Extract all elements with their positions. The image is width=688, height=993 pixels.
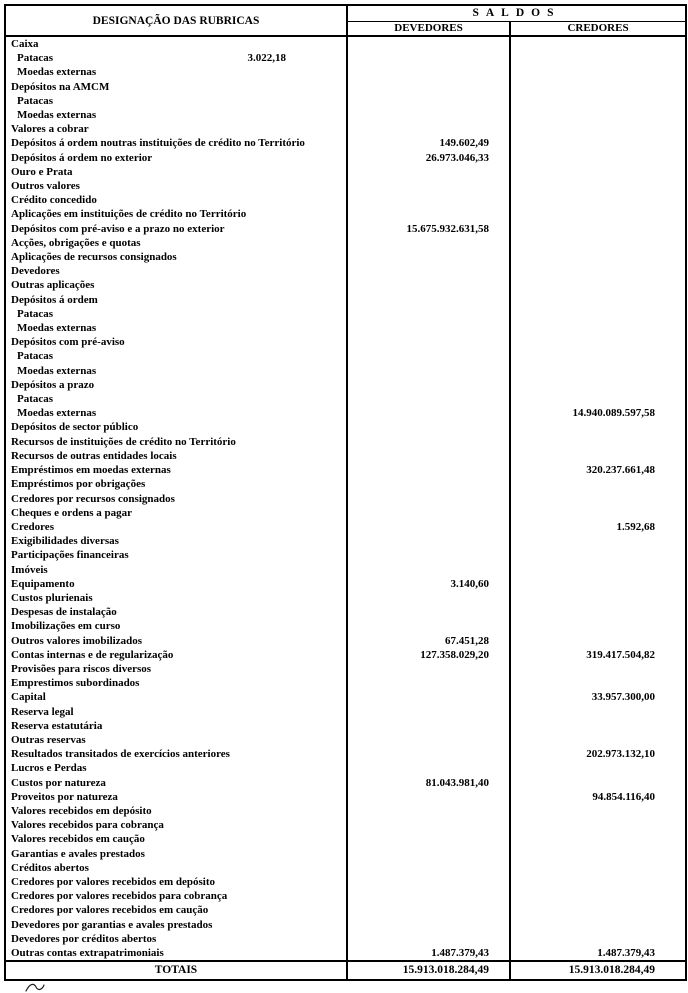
table-row: [5, 577, 686, 591]
devedores-cell: [347, 946, 510, 961]
table-row: [5, 591, 686, 605]
table-row: [5, 165, 686, 179]
table-row: [5, 548, 686, 562]
credores-cell: [510, 136, 686, 150]
credores-cell: [510, 591, 686, 605]
rubrica-label: Outras aplicações: [5, 278, 347, 292]
rubrica-label: Provisões para riscos diversos: [5, 662, 347, 676]
credores-cell: [510, 747, 686, 761]
devedores-cell: [347, 705, 510, 719]
credores-cell: [510, 832, 686, 846]
credores-cell: [510, 946, 686, 961]
credores-cell: [510, 634, 686, 648]
devedores-cell: [347, 804, 510, 818]
table-row: [5, 264, 686, 278]
credores-cell: [510, 165, 686, 179]
devedores-cell: [347, 335, 510, 349]
rubrica-label: Depósitos de sector público: [5, 420, 347, 434]
credores-cell: [510, 222, 686, 236]
balance-table: [4, 4, 687, 981]
totals-devedores-value: 15.913.018.284,49: [347, 961, 510, 980]
table-row: [5, 619, 686, 633]
devedores-cell: [347, 861, 510, 875]
saldos-header: SALDOS: [347, 5, 686, 21]
devedores-cell: [347, 250, 510, 264]
rubrica-label: Custos por natureza: [5, 776, 347, 790]
devedores-value: 127.358.029,20: [420, 648, 489, 661]
table-row: [5, 690, 686, 704]
devedores-value: 81.043.981,40: [425, 776, 489, 789]
rubrica-label: Credores por valores recebidos em depósito: [5, 875, 347, 889]
table-row: [5, 51, 686, 65]
devedores-cell: [347, 506, 510, 520]
credores-cell: [510, 335, 686, 349]
rubrica-label: Despesas de instalação: [5, 605, 347, 619]
rubrica-label: Credores: [5, 520, 347, 534]
table-row: [5, 506, 686, 520]
credores-cell: [510, 804, 686, 818]
devedores-cell: [347, 278, 510, 292]
table-row: [5, 563, 686, 577]
devedores-cell: [347, 875, 510, 889]
table-row: [5, 676, 686, 690]
credores-column-header: CREDORES: [510, 21, 686, 36]
devedores-value: 1.487.379,43: [431, 947, 489, 959]
devedores-cell: [347, 605, 510, 619]
rubrica-label: Outras reservas: [5, 733, 347, 747]
devedores-cell: [347, 108, 510, 122]
credores-cell: [510, 648, 686, 662]
devedores-cell: [347, 662, 510, 676]
devedores-cell: [347, 94, 510, 108]
credores-cell: [510, 605, 686, 619]
credores-value: 320.237.661,48: [586, 464, 655, 477]
table-row: [5, 946, 686, 961]
devedores-cell: [347, 591, 510, 605]
devedores-cell: [347, 918, 510, 932]
devedores-cell: [347, 719, 510, 733]
devedores-cell: [347, 634, 510, 648]
rubrica-label: Outros valores: [5, 179, 347, 193]
devedores-cell: [347, 563, 510, 577]
rubrica-label: Custos plurienais: [5, 591, 347, 605]
table-row: [5, 250, 686, 264]
table-row: [5, 108, 686, 122]
table-row: [5, 392, 686, 406]
table-row: [5, 293, 686, 307]
table-header: [5, 5, 686, 36]
credores-cell: [510, 492, 686, 506]
totals-credores-value: 15.913.018.284,49: [510, 961, 686, 980]
table-row: [5, 747, 686, 761]
devedores-cell: [347, 903, 510, 917]
devedores-cell: [347, 492, 510, 506]
table-row: [5, 790, 686, 804]
credores-value: 94.854.116,40: [592, 790, 655, 803]
rubrica-label: Imobilizações em curso: [5, 619, 347, 633]
rubrica-label: Capital: [5, 690, 347, 704]
credores-cell: [510, 392, 686, 406]
credores-value: 33.957.300,00: [591, 691, 655, 704]
table-row: [5, 648, 686, 662]
devedores-cell: [347, 406, 510, 420]
credores-cell: [510, 577, 686, 591]
table-body: [5, 36, 686, 961]
table-row: [5, 349, 686, 363]
rubrica-label: Valores recebidos em depósito: [5, 804, 347, 818]
rubrica-label: Depósitos á ordem noutras instituições de crédito no Território: [5, 136, 347, 150]
devedores-cell: [347, 378, 510, 392]
credores-cell: [510, 477, 686, 491]
credores-cell: [510, 662, 686, 676]
credores-cell: [510, 364, 686, 378]
credores-cell: [510, 207, 686, 221]
credores-cell: [510, 108, 686, 122]
rubrica-label: Cheques e ordens a pagar: [5, 506, 347, 520]
devedores-cell: [347, 349, 510, 363]
table-row: [5, 122, 686, 136]
credores-cell: [510, 151, 686, 165]
table-row: [5, 705, 686, 719]
devedores-value: 15.675.932.631,58: [406, 222, 489, 235]
table-row: [5, 605, 686, 619]
rubrica-label: Devedores: [5, 264, 347, 278]
devedores-cell: [347, 520, 510, 534]
devedores-cell: [347, 321, 510, 335]
table-row: [5, 733, 686, 747]
rubrica-label: Patacas: [5, 392, 347, 406]
table-row: [5, 634, 686, 648]
devedores-cell: [347, 676, 510, 690]
devedores-column-header: DEVEDORES: [347, 21, 510, 36]
credores-cell: [510, 193, 686, 207]
devedores-cell: [347, 165, 510, 179]
totals-row: [5, 961, 686, 980]
devedores-cell: [347, 307, 510, 321]
devedores-cell: [347, 463, 510, 477]
table-row: [5, 94, 686, 108]
devedores-cell: [347, 236, 510, 250]
devedores-value: 149.602,49: [439, 137, 489, 150]
devedores-cell: [347, 534, 510, 548]
credores-value: 1.487.379,43: [597, 947, 655, 959]
table-row: [5, 193, 686, 207]
devedores-cell: [347, 818, 510, 832]
credores-cell: [510, 420, 686, 434]
devedores-cell: [347, 449, 510, 463]
credores-cell: [510, 51, 686, 65]
rubrica-label: Proveitos por natureza: [5, 790, 347, 804]
rubrica-label: Garantias e avales prestados: [5, 847, 347, 861]
devedores-cell: [347, 65, 510, 79]
credores-cell: [510, 818, 686, 832]
rubrica-label: Aplicações em instituições de crédito no Território: [5, 207, 347, 221]
table-row: [5, 534, 686, 548]
table-row: [5, 903, 686, 917]
table-row: [5, 449, 686, 463]
rubrica-label: Reserva estatutária: [5, 719, 347, 733]
credores-cell: [510, 435, 686, 449]
devedores-cell: [347, 364, 510, 378]
table-row: [5, 818, 686, 832]
rubrica-label: Crédito concedido: [5, 193, 347, 207]
rubrica-label: Moedas externas: [5, 65, 347, 79]
credores-cell: [510, 250, 686, 264]
devedores-cell: [347, 847, 510, 861]
devedores-cell: [347, 179, 510, 193]
rubrica-label: Credores por valores recebidos em caução: [5, 903, 347, 917]
devedores-cell: [347, 577, 510, 591]
rubrica-label: Equipamento: [5, 577, 347, 591]
devedores-cell: [347, 392, 510, 406]
table-row: [5, 776, 686, 790]
table-row: [5, 307, 686, 321]
credores-cell: [510, 449, 686, 463]
devedores-value: 3.140,60: [450, 577, 489, 590]
credores-value: 1.592,68: [616, 520, 655, 533]
table-row: [5, 832, 686, 846]
devedores-cell: [347, 122, 510, 136]
rubrica-label: Depósitos com pré-aviso e a prazo no exterior: [5, 222, 347, 236]
rubrica-label: Ouro e Prata: [5, 165, 347, 179]
rubrica-label: Credores por recursos consignados: [5, 492, 347, 506]
rubrica-label: Devedores por créditos abertos: [5, 932, 347, 946]
table-row: [5, 520, 686, 534]
devedores-cell: [347, 207, 510, 221]
table-row: [5, 151, 686, 165]
table-row: [5, 761, 686, 775]
credores-cell: [510, 690, 686, 704]
rubrica-label: Recursos de instituições de crédito no Território: [5, 435, 347, 449]
table-row: [5, 36, 686, 51]
credores-cell: [510, 236, 686, 250]
devedores-cell: [347, 264, 510, 278]
table-row: [5, 321, 686, 335]
rubrica-label: Depósitos á ordem: [5, 293, 347, 307]
credores-cell: [510, 875, 686, 889]
table-row: [5, 847, 686, 861]
rubrica-label: Credores por valores recebidos para cobrança: [5, 889, 347, 903]
table-row: [5, 662, 686, 676]
credores-cell: [510, 719, 686, 733]
devedores-cell: [347, 80, 510, 94]
credores-cell: [510, 776, 686, 790]
devedores-cell: [347, 435, 510, 449]
credores-cell: [510, 733, 686, 747]
credores-value: 202.973.132,10: [586, 748, 655, 761]
credores-cell: [510, 918, 686, 932]
table-row: [5, 477, 686, 491]
rubrica-label: Empréstimos por obrigações: [5, 477, 347, 491]
devedores-value: 67.451,28: [445, 634, 489, 647]
table-row: [5, 875, 686, 889]
rubrica-label: Acções, obrigações e quotas: [5, 236, 347, 250]
credores-cell: [510, 80, 686, 94]
devedores-cell: [347, 136, 510, 150]
devedores-value: 3.022,18: [247, 52, 286, 65]
credores-cell: [510, 548, 686, 562]
devedores-cell: [347, 222, 510, 236]
credores-cell: [510, 520, 686, 534]
devedores-cell: [347, 193, 510, 207]
credores-cell: [510, 378, 686, 392]
table-row: [5, 719, 686, 733]
credores-cell: [510, 889, 686, 903]
rubrica-label: Emprestimos subordinados: [5, 676, 347, 690]
table-row: [5, 861, 686, 875]
credores-cell: [510, 349, 686, 363]
devedores-cell: [347, 477, 510, 491]
credores-cell: [510, 264, 686, 278]
rubrica-label: Lucros e Perdas: [5, 761, 347, 775]
devedores-cell: [347, 761, 510, 775]
table-row: [5, 918, 686, 932]
credores-cell: [510, 705, 686, 719]
credores-value: 319.417.504,82: [586, 648, 655, 661]
devedores-value: 26.973.046,33: [425, 151, 489, 164]
table-footer: [5, 961, 686, 980]
totals-label: TOTAIS: [5, 961, 347, 980]
table-row: [5, 278, 686, 292]
table-row: [5, 435, 686, 449]
credores-cell: [510, 293, 686, 307]
table-row: [5, 222, 686, 236]
rubrica-label: Outros valores imobilizados: [5, 634, 347, 648]
credores-cell: [510, 94, 686, 108]
rubrica-label: Patacas: [5, 51, 347, 65]
devedores-cell: [347, 932, 510, 946]
devedores-cell: [347, 420, 510, 434]
credores-cell: [510, 932, 686, 946]
table-row: [5, 136, 686, 150]
table-row: [5, 179, 686, 193]
rubrica-label: Depósitos na AMCM: [5, 80, 347, 94]
table-row: [5, 804, 686, 818]
rubrica-label: Patacas: [5, 307, 347, 321]
rubrica-label: Patacas: [5, 94, 347, 108]
credores-cell: [510, 463, 686, 477]
handwritten-mark: [24, 981, 46, 993]
rubrica-label: Patacas: [5, 349, 347, 363]
rubrica-label: Moedas externas: [5, 406, 347, 420]
credores-cell: [510, 65, 686, 79]
credores-cell: [510, 179, 686, 193]
rubrica-label: Contas internas e de regularização: [5, 648, 347, 662]
rubrica-label: Créditos abertos: [5, 861, 347, 875]
table-row: [5, 463, 686, 477]
rubrica-label: Depósitos á ordem no exterior: [5, 151, 347, 165]
credores-cell: [510, 506, 686, 520]
rubrica-label: Depósitos com pré-aviso: [5, 335, 347, 349]
credores-cell: [510, 761, 686, 775]
rubrica-label: Imóveis: [5, 563, 347, 577]
credores-cell: [510, 406, 686, 420]
table-row: [5, 889, 686, 903]
table-row: [5, 80, 686, 94]
credores-cell: [510, 619, 686, 633]
table-row: [5, 207, 686, 221]
devedores-cell: [347, 151, 510, 165]
devedores-cell: [347, 690, 510, 704]
table-row: [5, 236, 686, 250]
devedores-cell: [347, 747, 510, 761]
devedores-cell: [347, 832, 510, 846]
devedores-cell: [347, 36, 510, 51]
table-row: [5, 420, 686, 434]
credores-cell: [510, 861, 686, 875]
credores-cell: [510, 903, 686, 917]
rubrica-label: Outras contas extrapatrimoniais: [5, 946, 347, 961]
rubrica-label: Moedas externas: [5, 321, 347, 335]
devedores-cell: [347, 733, 510, 747]
table-row: [5, 364, 686, 378]
credores-cell: [510, 278, 686, 292]
credores-value: 14.940.089.597,58: [572, 407, 655, 420]
credores-cell: [510, 563, 686, 577]
table-row: [5, 932, 686, 946]
rubrica-label: Exigibilidades diversas: [5, 534, 347, 548]
devedores-cell: [347, 776, 510, 790]
rubrica-label: Empréstimos em moedas externas: [5, 463, 347, 477]
devedores-cell: [347, 619, 510, 633]
credores-cell: [510, 534, 686, 548]
credores-cell: [510, 676, 686, 690]
devedores-cell: [347, 648, 510, 662]
devedores-cell: [347, 293, 510, 307]
rubrica-label: Devedores por garantias e avales prestados: [5, 918, 347, 932]
devedores-cell: [347, 790, 510, 804]
credores-cell: [510, 122, 686, 136]
credores-cell: [510, 307, 686, 321]
rubrica-label: Valores a cobrar: [5, 122, 347, 136]
rubrica-label: Participações financeiras: [5, 548, 347, 562]
rubrica-label: Valores recebidos em caução: [5, 832, 347, 846]
credores-cell: [510, 790, 686, 804]
rubrica-label: Recursos de outras entidades locais: [5, 449, 347, 463]
devedores-cell: [347, 548, 510, 562]
rubrica-label: Moedas externas: [5, 108, 347, 122]
rubrica-label: Aplicações de recursos consignados: [5, 250, 347, 264]
credores-cell: [510, 36, 686, 51]
rubrica-label: Depósitos a prazo: [5, 378, 347, 392]
rubrica-label: Valores recebidos para cobrança: [5, 818, 347, 832]
rubricas-header: DESIGNAÇÃO DAS RUBRICAS: [5, 5, 347, 36]
table-row: [5, 492, 686, 506]
credores-cell: [510, 321, 686, 335]
table-row: [5, 335, 686, 349]
table-row: [5, 378, 686, 392]
table-row: [5, 406, 686, 420]
devedores-cell: [347, 889, 510, 903]
devedores-cell: [247, 51, 510, 65]
rubrica-label: Resultados transitados de exercícios anteriores: [5, 747, 347, 761]
rubrica-label: Reserva legal: [5, 705, 347, 719]
rubrica-label: Caixa: [5, 36, 347, 51]
table-row: [5, 65, 686, 79]
credores-cell: [510, 847, 686, 861]
rubrica-label: Moedas externas: [5, 364, 347, 378]
